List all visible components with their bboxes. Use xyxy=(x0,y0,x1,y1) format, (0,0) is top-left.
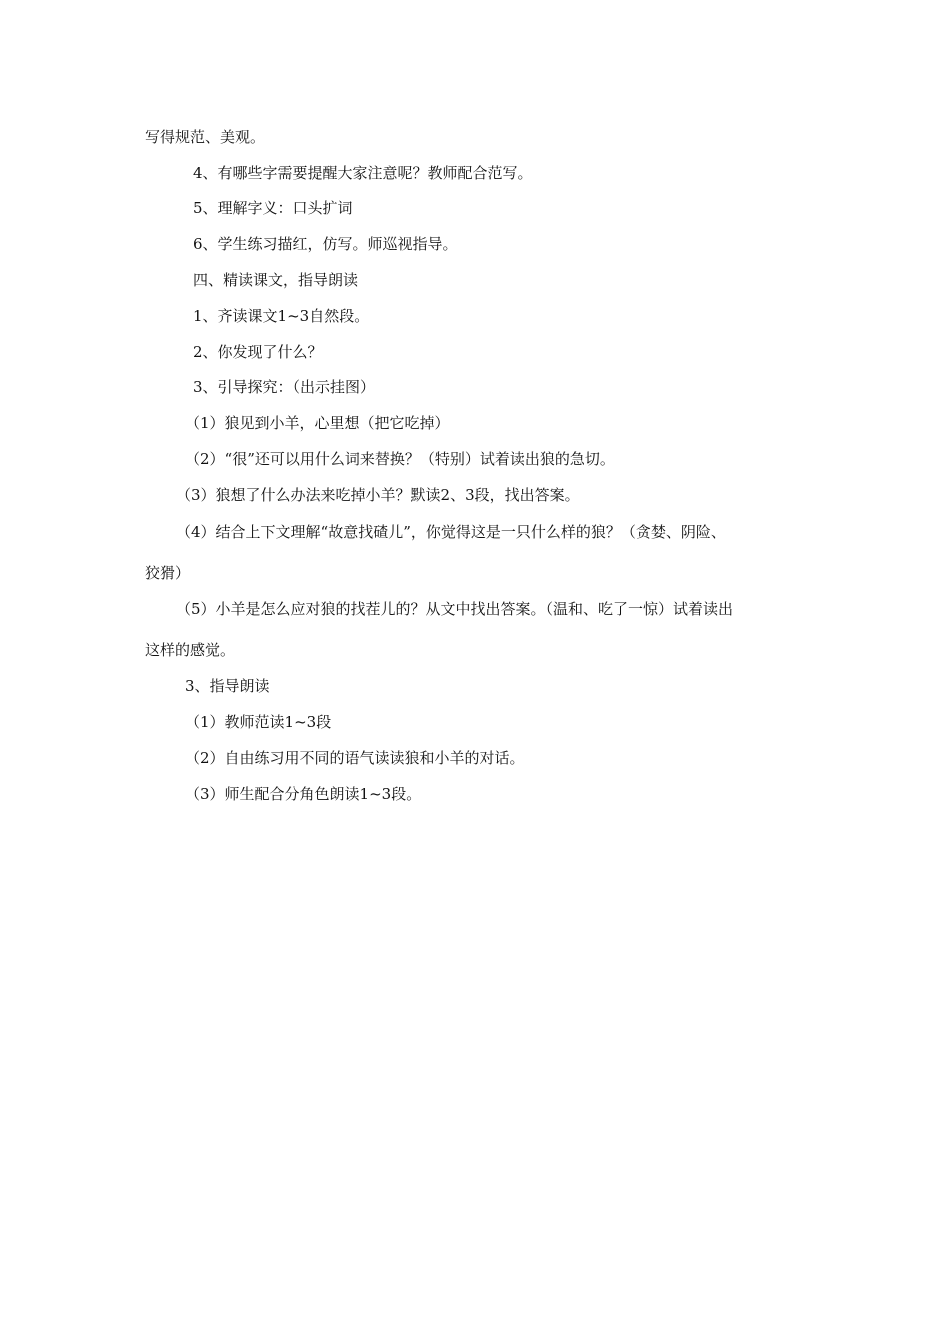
text-line: 6、学生练习描红，仿写。师巡视指导。 xyxy=(193,235,458,253)
text-line: （1）狼见到小羊，心里想（把它吃掉） xyxy=(185,414,450,432)
text-line: （2）自由练习用不同的语气读读狼和小羊的对话。 xyxy=(185,749,525,767)
text-line: （3）师生配合分角色朗读1~3段。 xyxy=(185,785,422,803)
text-line: 2、你发现了什么？ xyxy=(193,343,323,361)
text-line: （1）教师范读1~3段 xyxy=(185,713,332,731)
text-line: （3）狼想了什么办法来吃掉小羊？默读2、3段，找出答案。 xyxy=(176,486,580,504)
section-heading: 四、精读课文，指导朗读 xyxy=(193,271,359,289)
text-line: （5）小羊是怎么应对狼的找茬儿的？从文中找出答案。（温和、吃了一惊）试着读出 xyxy=(176,600,734,618)
text-line: 4、有哪些字需要提醒大家注意呢？教师配合范写。 xyxy=(193,164,533,182)
text-line: 3、指导朗读 xyxy=(185,677,270,695)
text-line: 1、齐读课文1~3自然段。 xyxy=(193,307,370,325)
text-line: 3、引导探究：（出示挂图） xyxy=(193,378,376,396)
text-line: 写得规范、美观。 xyxy=(145,128,266,146)
text-line: 5、理解字义：口头扩词 xyxy=(193,199,353,217)
text-line: （2）“很”还可以用什么词来替换？（特别）试着读出狼的急切。 xyxy=(185,450,615,468)
text-line: 狡猾） xyxy=(145,564,191,582)
text-line: 这样的感觉。 xyxy=(145,641,236,659)
text-line: （4）结合上下文理解“故意找碴儿”，你觉得这是一只什么样的狼？（贪婪、阴险、 xyxy=(176,523,726,541)
